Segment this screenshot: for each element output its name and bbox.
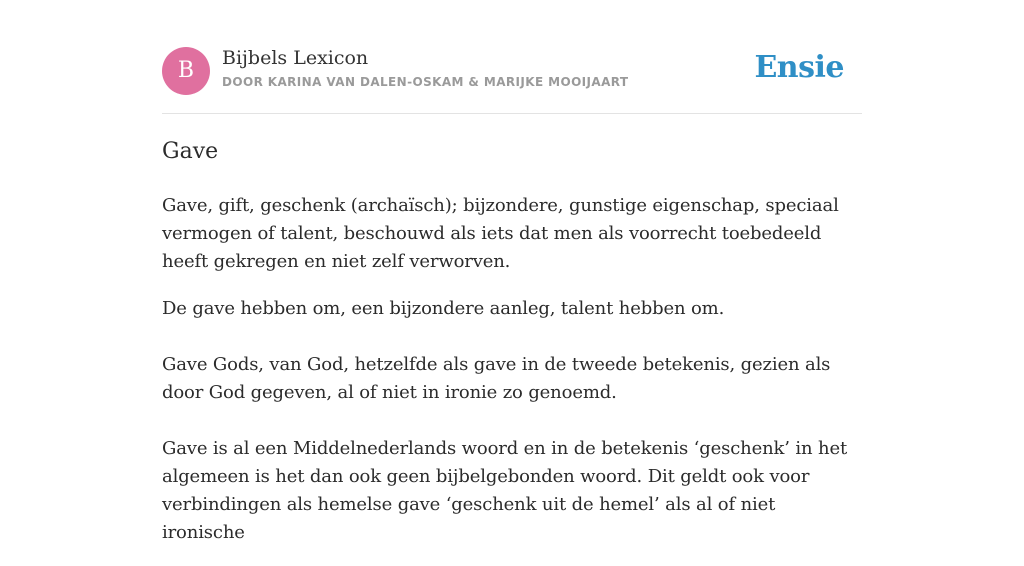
publication-title[interactable]: Bijbels Lexicon (222, 47, 369, 69)
entry-paragraph: De gave hebben om, een bijzondere aanleg, talent hebben om. (162, 298, 725, 319)
entry-paragraph: Gave, gift, geschenk (archaïsch); bijzondere, gunstige eigenschap, speciaal vermogen of talent, beschouwd als iets dat men als voorrecht toebedeeld heeft gekregen en niet zelf verworven. (162, 195, 839, 272)
publication-authors: DOOR KARINA VAN DALEN-OSKAM & MARIJKE MOOIJAART (222, 75, 629, 89)
entry-paragraph: Gave is al een Middelnederlands woord en in de betekenis ‘geschenk’ in het algemeen is het dan ook geen bijbelgebonden woord. Dit geldt ook voor verbindingen als hemelse gave ‘geschenk uit de hemel’ als al of niet ironische (162, 438, 848, 543)
publication-header (162, 46, 862, 114)
brand-logo[interactable]: Ensie (754, 50, 844, 85)
entry-paragraph: Gave Gods, van God, hetzelfde als gave in de tweede betekenis, gezien als door God gegeven, al of niet in ironie zo genoemd. (162, 354, 831, 403)
publication-avatar[interactable]: B (162, 47, 210, 95)
entry-content (162, 136, 862, 566)
entry-title: Gave (162, 139, 219, 164)
